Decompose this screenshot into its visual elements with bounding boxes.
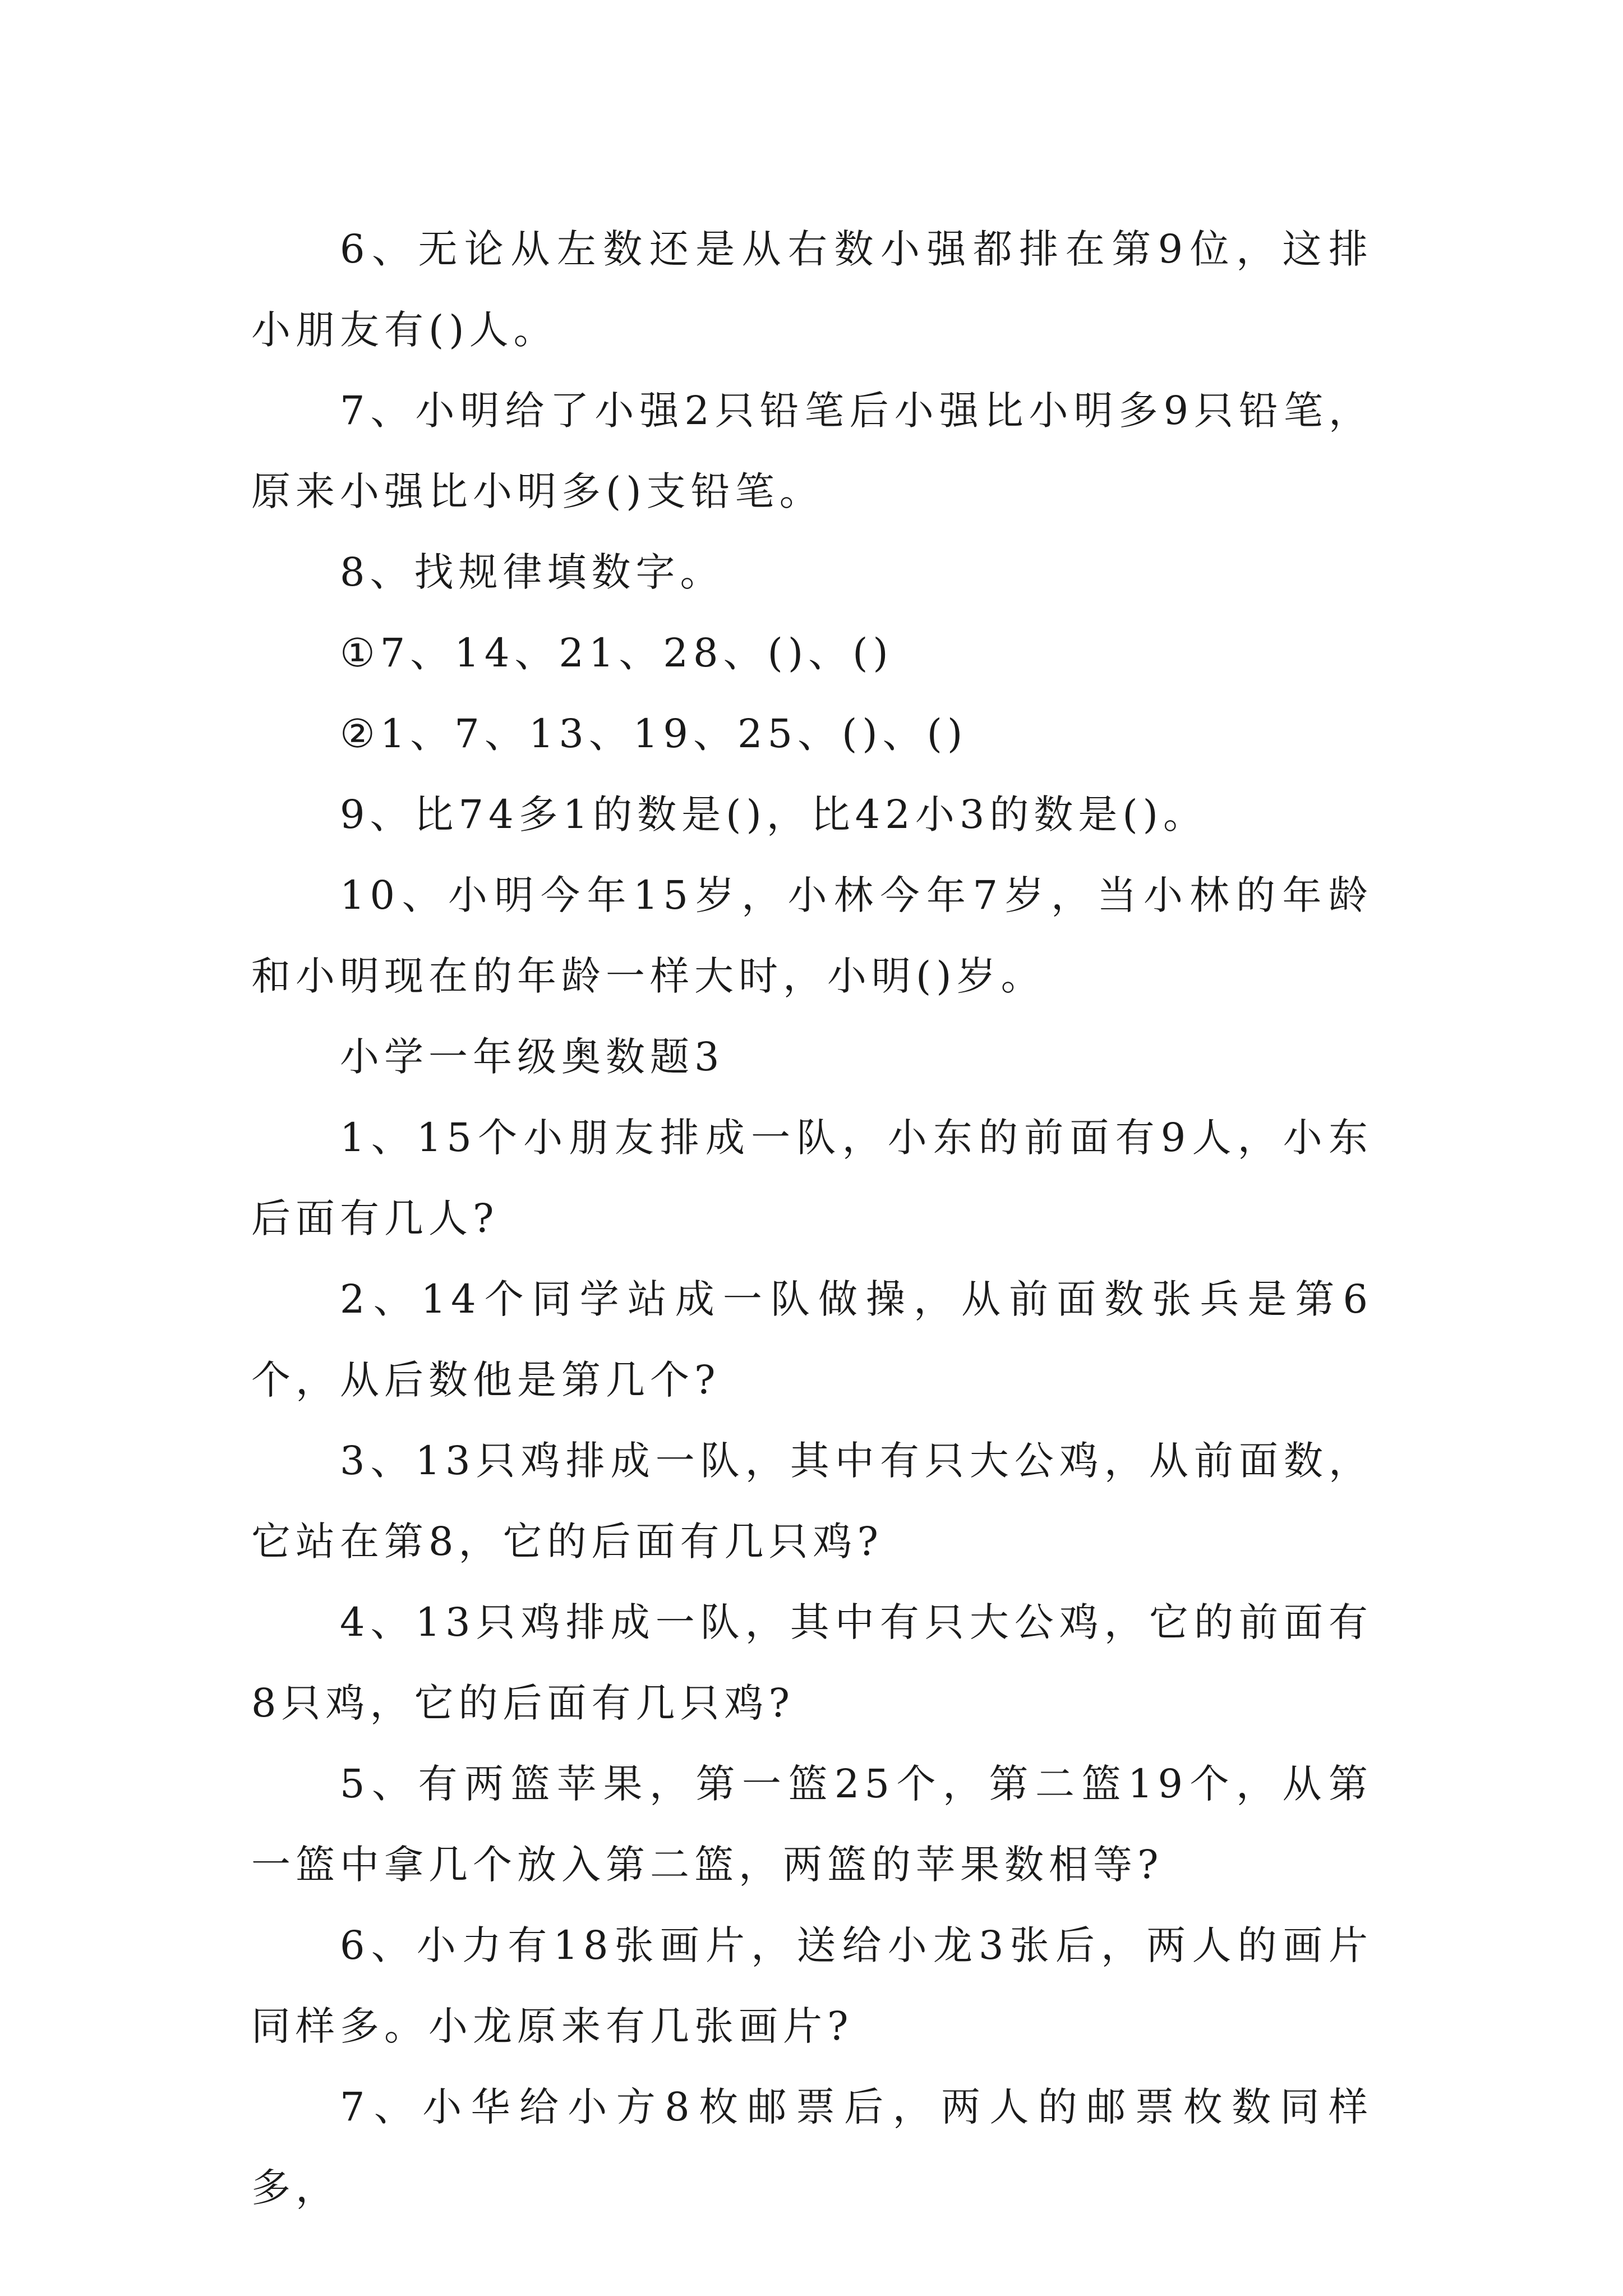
problem-2-line: 2、14个同学站成一队做操，从前面数张兵是第6个，从后数他是第几个?: [251, 1276, 1373, 1403]
sequence-2-line: ②1、7、13、19、25、()、(): [340, 711, 968, 757]
problem-4-line: 4、13只鸡排成一队，其中有只大公鸡，它的前面有8只鸡，它的后面有几只鸡?: [251, 1599, 1373, 1726]
problem-6-line: 6、小力有18张画片，送给小龙3张后，两人的画片同样多。小龙原来有几张画片?: [251, 1922, 1373, 2049]
problem-3-line: 3、13只鸡排成一队，其中有只大公鸡，从前面数，它站在第8，它的后面有几只鸡?: [251, 1438, 1373, 1565]
question-7-line: 7、小明给了小强2只铅笔后小强比小明多9只铅笔，原来小强比小明多()支铅笔。: [251, 388, 1373, 514]
question-10-line: 10、小明今年15岁，小林今年7岁，当小林的年龄和小明现在的年龄一样大时，小明()岁。: [251, 872, 1373, 999]
section-heading: 小学一年级奥数题3: [340, 1034, 725, 1080]
question-8-line: 8、找规律填数字。: [340, 549, 725, 595]
question-6-line: 6、无论从左数还是从右数小强都排在第9位，这排小朋友有()人。: [251, 226, 1373, 353]
problem-7-line: 7、小华给小方8枚邮票后，两人的邮票枚数同样多，: [251, 2084, 1373, 2211]
document-body: [251, 209, 1373, 2228]
problem-1-line: 1、15个小朋友排成一队，小东的前面有9人，小东后面有几人?: [251, 1115, 1373, 1241]
question-9-line: 9、比74多1的数是()，比42小3的数是()。: [340, 792, 1207, 838]
problem-5-line: 5、有两篮苹果，第一篮25个，第二篮19个，从第一篮中拿几个放入第二篮，两篮的苹果数相等?: [251, 1761, 1373, 1888]
sequence-1-line: ①7、14、21、28、()、(): [340, 630, 893, 676]
